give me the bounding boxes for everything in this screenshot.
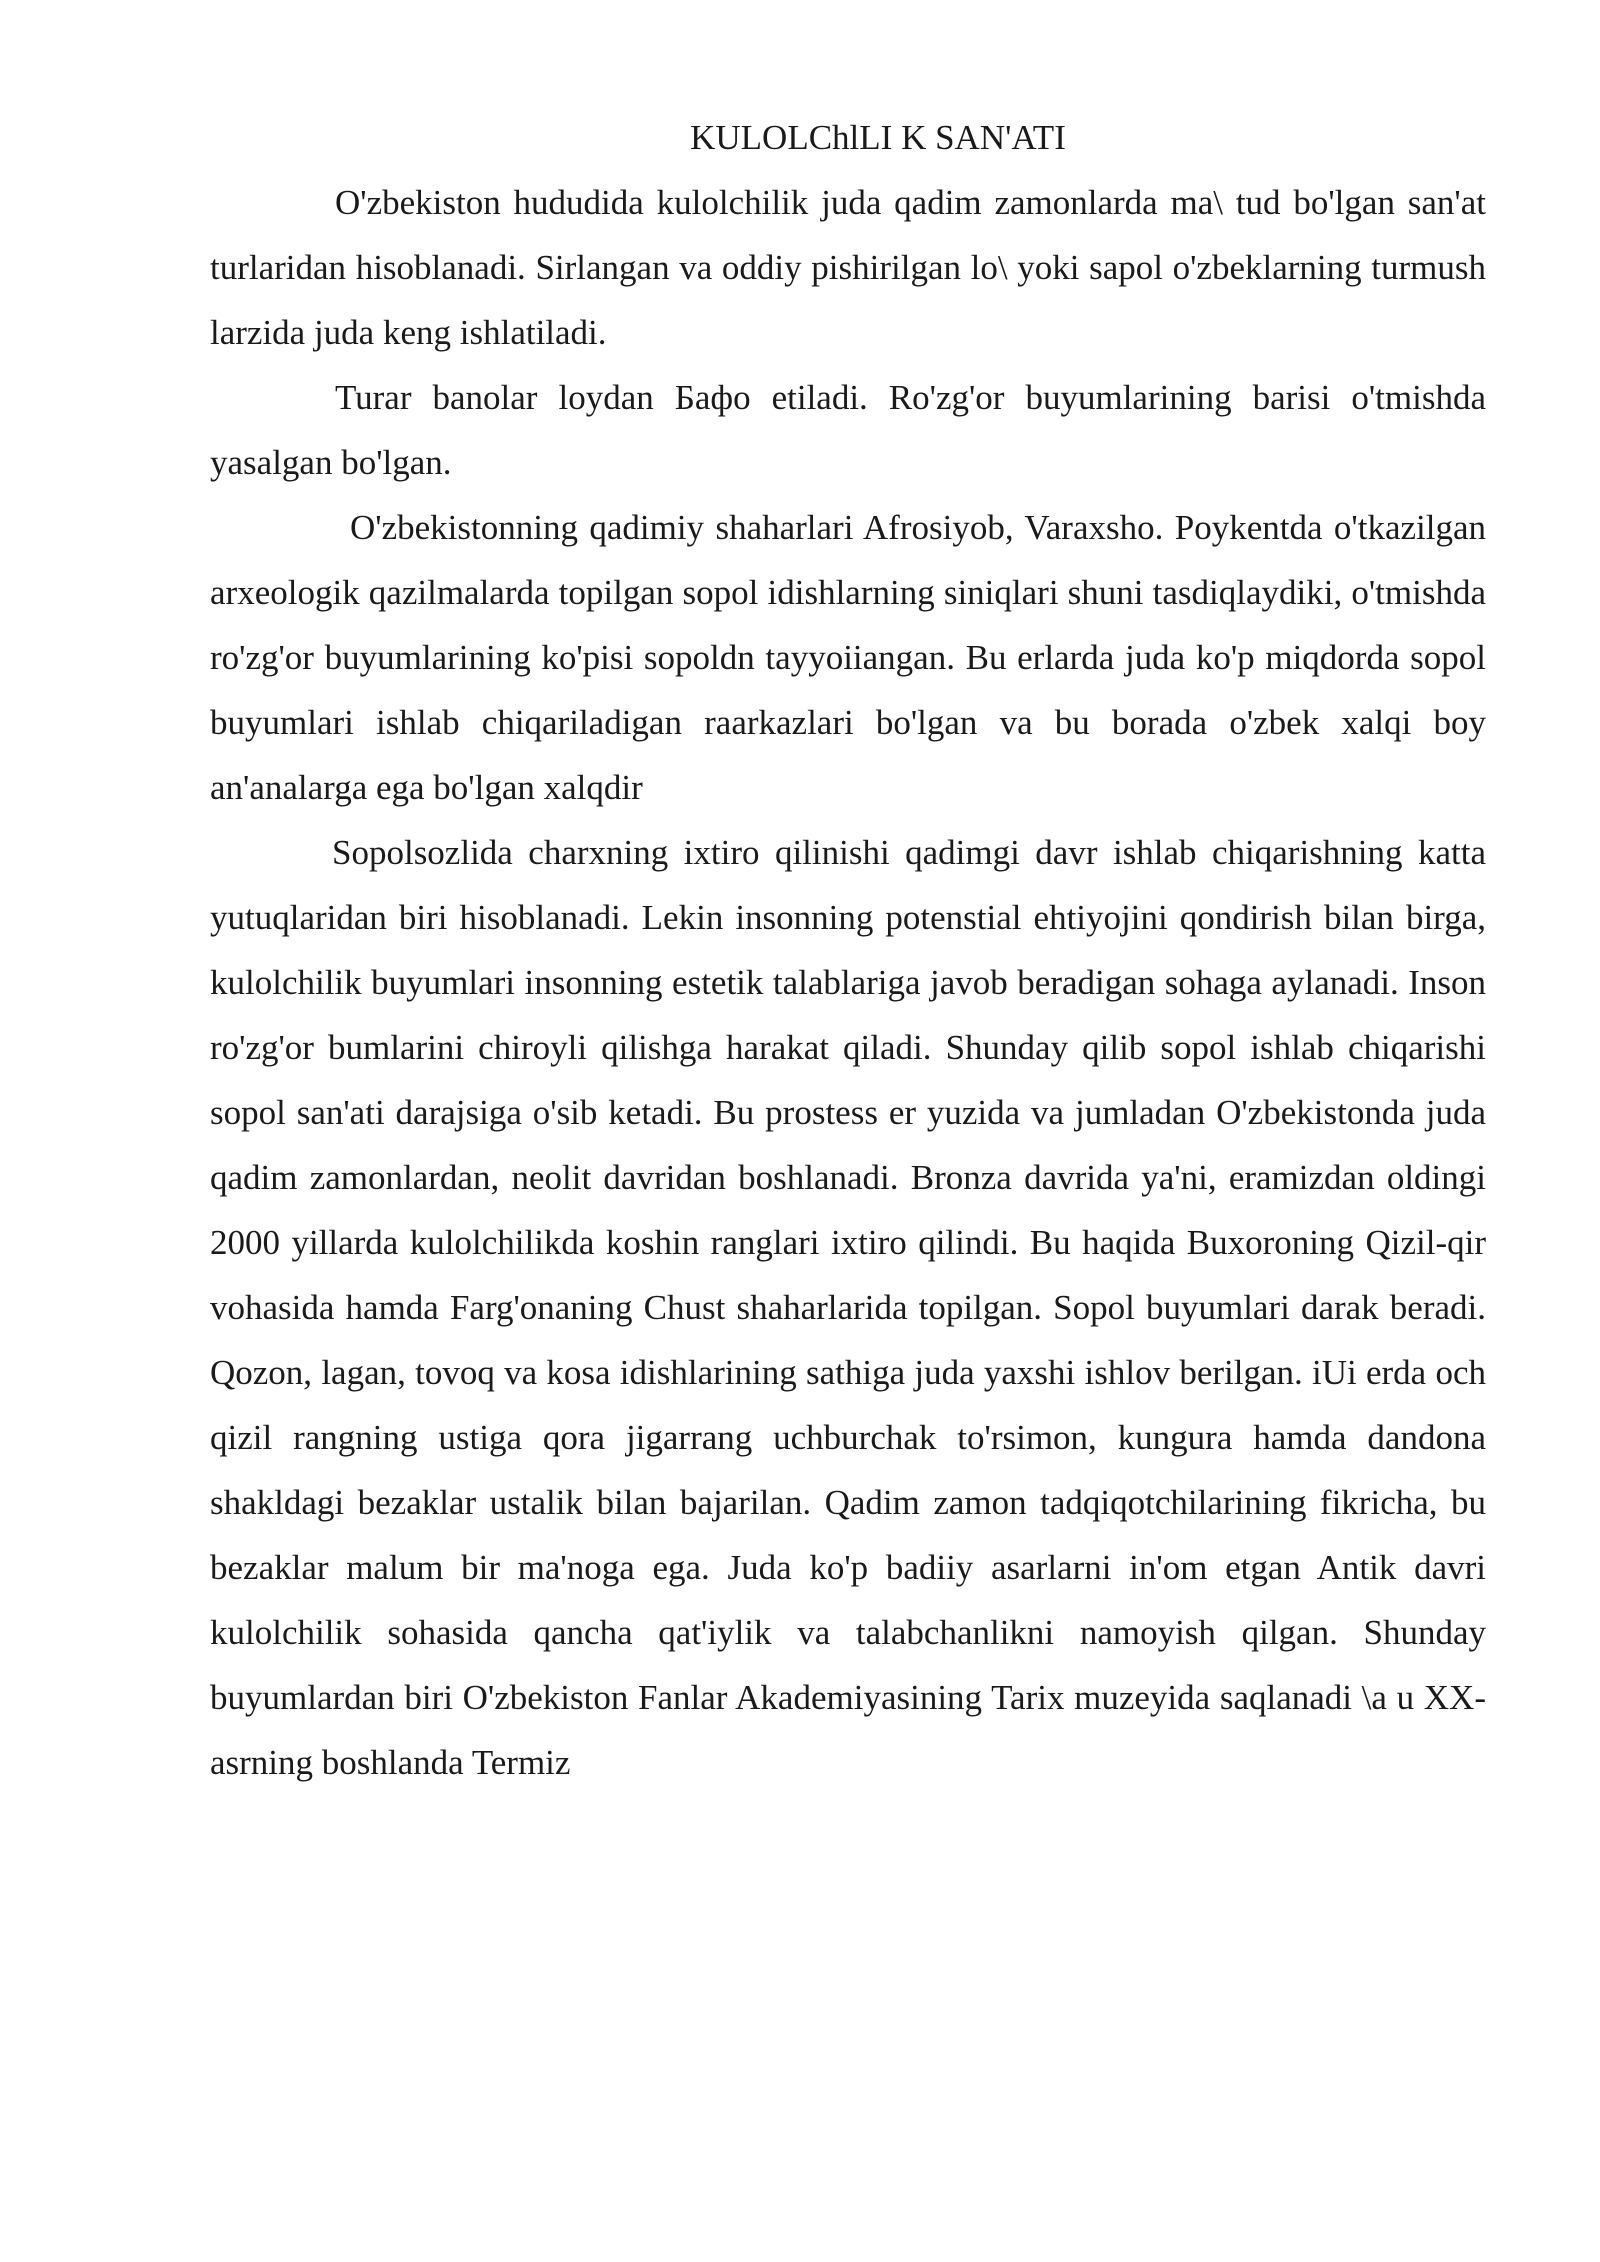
paragraph-2: Turar banolar loydan Бафо etiladi. Ro'zg'or buyumlarining barisi o'tmishda yasalgan bo'lgan.: [210, 378, 1486, 482]
document-page: [210, 105, 1486, 1795]
paragraph-3: O'zbekistonning qadimiy shaharlari Afrosiyob, Varaxsho. Poykentda o'tkazilgan arxeologik qazilmalarda topilgan sopol idishlarning siniqlari shuni tasdiqlaydiki, o'tmishda ro'zg'or buyumlarining ko'pisi sopoldn tayyoiiangan. Bu erlarda juda ko'p miqdorda sopol buyumlari ishlab chiqariladigan raarkazlari bo'lgan va bu borada o'zbek xalqi boy an'analarga ega bo'lgan xalqdir: [210, 508, 1486, 807]
paragraph-4: Sopolsozlida charxning ixtiro qilinishi qadimgi davr ishlab chiqarishning katta yutuqlaridan biri hisoblanadi. Lekin insonning potenstial ehtiyojini qondirish bilan birga, kulolchilik buyumlari insonning estetik talablariga javob beradigan sohaga aylanadi. Inson ro'zg'or bumlarini chiroyli qilishga harakat qiladi. Shunday qilib sopol ishlab chiqarishi sopol san'ati darajsiga o'sib ketadi. Bu prostess er yuzida va jumladan O'zbekistonda juda qadim zamonlardan, neolit davridan boshlanadi. Bronza davrida ya'ni, eramizdan oldingi 2000 yillarda kulolchilikda koshin ranglari ixtiro qilindi. Bu haqida Buxoroning Qizil-qir vohasida hamda Farg'onaning Chust shaharlarida topilgan. Sopol buyumlari darak beradi. Qozon, lagan, tovoq va kosa idishlarining sathiga juda yaxshi ishlov berilgan. iUi erda och qizil rangning ustiga qora jigarrang uchburchak to'rsimon, kungura hamda dandona shakldagi bezaklar ustalik bilan bajarilan. Qadim zamon tadqiqotchilarining fikricha, bu bezaklar malum bir ma'noga ega. Juda ko'p badiiy asarlarni in'om etgan Antik davri kulolchilik sohasida qancha qat'iylik va talabchanlikni namoyish qilgan. Shunday buyumlardan biri O'zbekiston Fanlar Akademiyasining Tarix muzeyida saqlanadi \a u XX-asrning boshlanda Termiz: [210, 833, 1486, 1782]
paragraph-1: O'zbekiston hududida kulolchilik juda qadim zamonlarda ma\ tud bo'lgan san'at turlaridan hisoblanadi. Sirlangan va oddiy pishirilgan lo\ yoki sapol o'zbeklarning turmush larzida juda keng ishlatiladi.: [210, 183, 1486, 352]
document-title: KULOLChlLI K SAN'ATI: [690, 118, 1066, 157]
